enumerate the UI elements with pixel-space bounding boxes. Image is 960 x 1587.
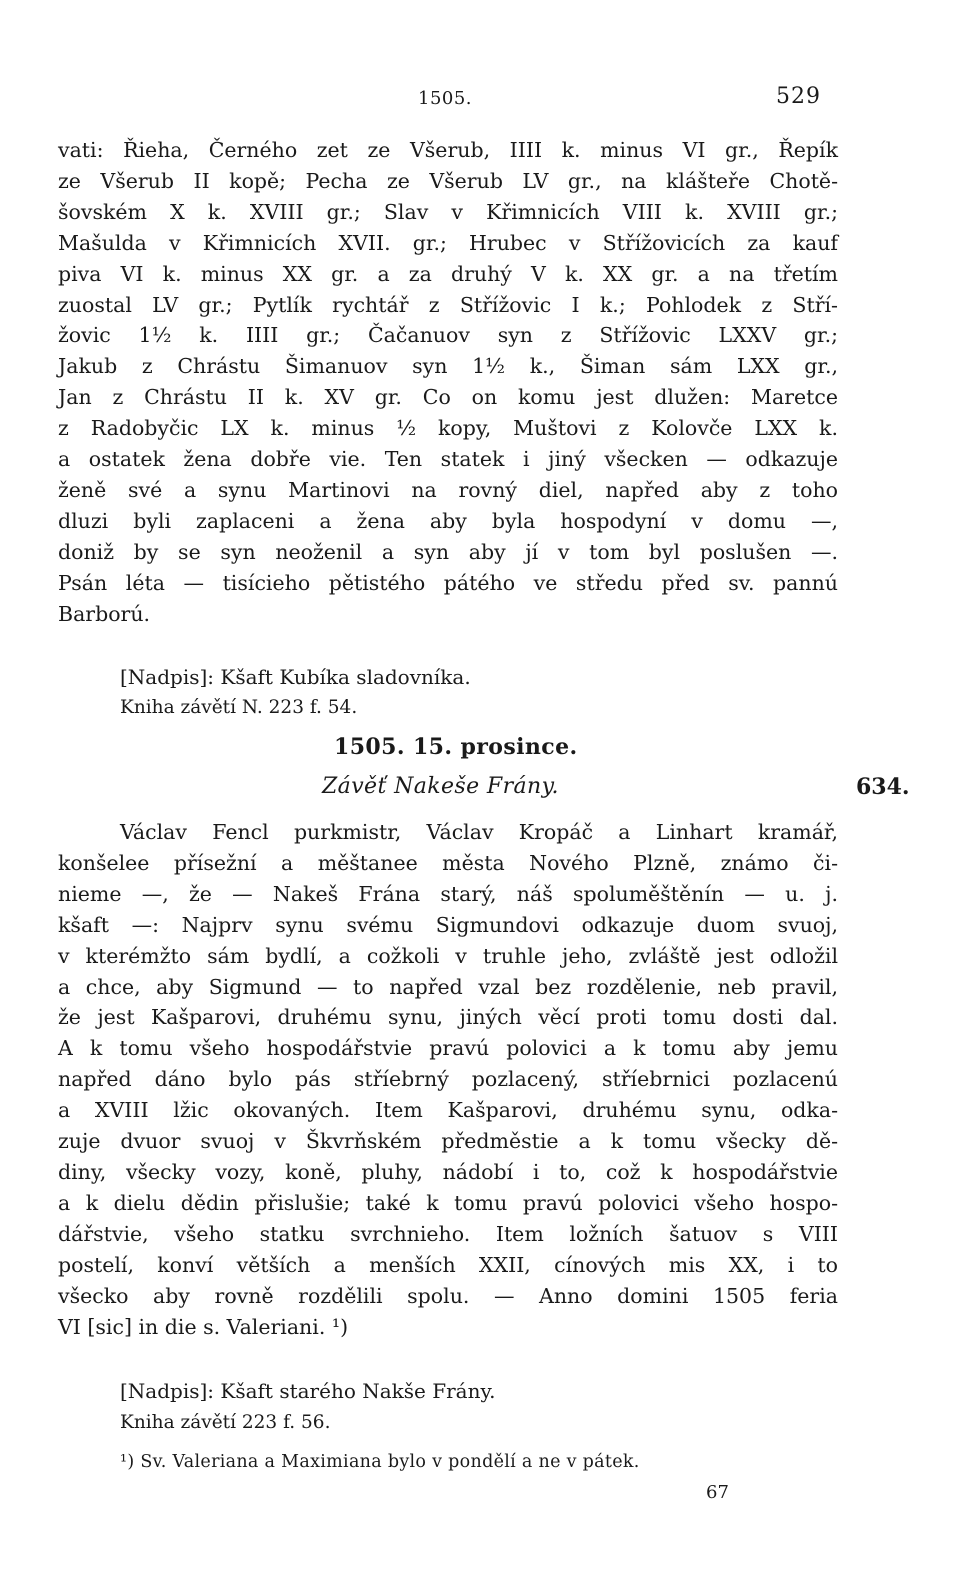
text-line: zuostal LV gr.; Pytlík rychtář z Střížovic I k.; Pohlodek z Stří- — [58, 292, 838, 317]
text-line: všecko aby rovně rozdělili spolu. — Anno domini 1505 feria — [58, 1283, 838, 1308]
text-line: že jest Kašparovi, druhému synu, jiných věcí proti tomu dosti dal. — [58, 1005, 838, 1030]
source-citation: Kniha závětí N. 223 f. 54. — [120, 697, 358, 718]
text-line: Psán léta — tisícieho pětistého pátého ve středu před sv. pannú — [58, 570, 838, 595]
text-line: nieme —, že — Nakeš Frána starý, náš spoluměštěnín — u. j. — [58, 881, 838, 906]
text-line: Barború. — [58, 601, 151, 626]
text-line: doniž by se syn neoženil a syn aby jí v tom byl poslušen —. — [58, 539, 838, 564]
text-line: napřed dáno bylo pás stříebrný pozlacený, stříebrnici pozlacenú — [58, 1067, 838, 1092]
footnote-marker: ¹) — [120, 1452, 135, 1472]
text-line: žovic 1½ k. IIII gr.; Čačanuov syn z Střížovic LXXV gr.; — [58, 323, 838, 348]
text-line: Václav Fencl purkmistr, Václav Kropáč a Linhart kramář, — [120, 820, 838, 844]
entry-number: 634. — [856, 774, 910, 800]
text-line: konšelee přísežní a měštanee města Nového Plzně, známo či- — [58, 850, 838, 875]
text-line: dářstvie, všeho statku svrchnieho. Item ložních šatuov s VIII — [58, 1221, 838, 1246]
text-line: vati: Řieha, Černého zet ze Všerub, IIII k. minus VI gr., Řepík — [58, 138, 838, 162]
text-line: v kterémžto sám bydlí, a cožkoli v truhle jeho, zvláště jest odložil — [58, 943, 838, 968]
heading-note: [Nadpis]: Kšaft Kubíka sladovníka. — [120, 665, 471, 689]
testament-text — [58, 817, 838, 1342]
text-line: a ostatek žena dobře vie. Ten statek i jiný všecken — odkazuje — [58, 447, 838, 472]
continued-testament-text — [58, 135, 838, 630]
signature-mark: 67 — [706, 1482, 729, 1503]
text-line: šovském X k. XVIII gr.; Slav v Křimnicích VIII k. XVIII gr.; — [58, 199, 838, 224]
text-line: Mašulda v Křimnicích XVII. gr.; Hrubec v Střížovicích za kauf — [58, 230, 838, 255]
page-number: 529 — [776, 84, 821, 109]
text-line: dluzi byli zaplaceni a žena aby byla hospodyní v domu —, — [58, 508, 838, 533]
source-citation: Kniha závětí 223 f. 56. — [120, 1412, 331, 1433]
text-line: VI [sic] in die s. Valeriani. ¹) — [58, 1314, 349, 1339]
text-line: a chce, aby Sigmund — to napřed vzal bez rozdělenie, neb pravil, — [58, 974, 838, 999]
text-line: kšaft —: Najprv synu svému Sigmundovi odkazuje duom svuoj, — [58, 912, 838, 937]
text-line: a k dielu dědin přislušie; také k tomu pravú polovici všeho hospo- — [58, 1190, 838, 1215]
footnote-text: Sv. Valeriana a Maximiana bylo v pondělí a ne v pátek. — [140, 1452, 640, 1472]
text-line: ženě své a synu Martinovi na rovný diel, napřed aby z toho — [58, 477, 838, 502]
entry-title: Závěť Nakeše Frány. — [322, 774, 559, 799]
text-line: A k tomu všeho hospodářstvie pravú polovici a k tomu aby jemu — [58, 1036, 838, 1061]
text-line: piva VI k. minus XX gr. a za druhý V k. XX gr. a na třetím — [58, 261, 838, 286]
text-line: diny, všecky vozy, koně, pluhy, nádobí i to, což k hospodářstvie — [58, 1159, 838, 1184]
running-head-year: 1505. — [418, 88, 473, 109]
heading-note: [Nadpis]: Kšaft starého Nakše Frány. — [120, 1379, 496, 1403]
entry-date: 1505. 15. prosince. — [334, 734, 578, 760]
footnote — [120, 1452, 640, 1472]
text-line: ze Všerub II kopě; Pecha ze Všerub LV gr., na klášteře Chotě- — [58, 168, 838, 193]
text-line: Jakub z Chrástu Šimanuov syn 1½ k., Šiman sám LXX gr., — [58, 354, 838, 379]
text-line: z Radobyčic LX k. minus ½ kopy, Muštovi z Kolovče LXX k. — [58, 416, 838, 441]
text-line: zuje dvuor svuoj v Škvrňském předměstie a k tomu všecky dě- — [58, 1129, 838, 1154]
text-line: Jan z Chrástu II k. XV gr. Co on komu jest dlužen: Maretce — [58, 385, 838, 410]
text-line: postelí, konví větších a menších XXII, cínových mis XX, i to — [58, 1252, 838, 1277]
text-line: a XVIII lžic okovaných. Item Kašparovi, druhému synu, odka- — [58, 1098, 838, 1123]
